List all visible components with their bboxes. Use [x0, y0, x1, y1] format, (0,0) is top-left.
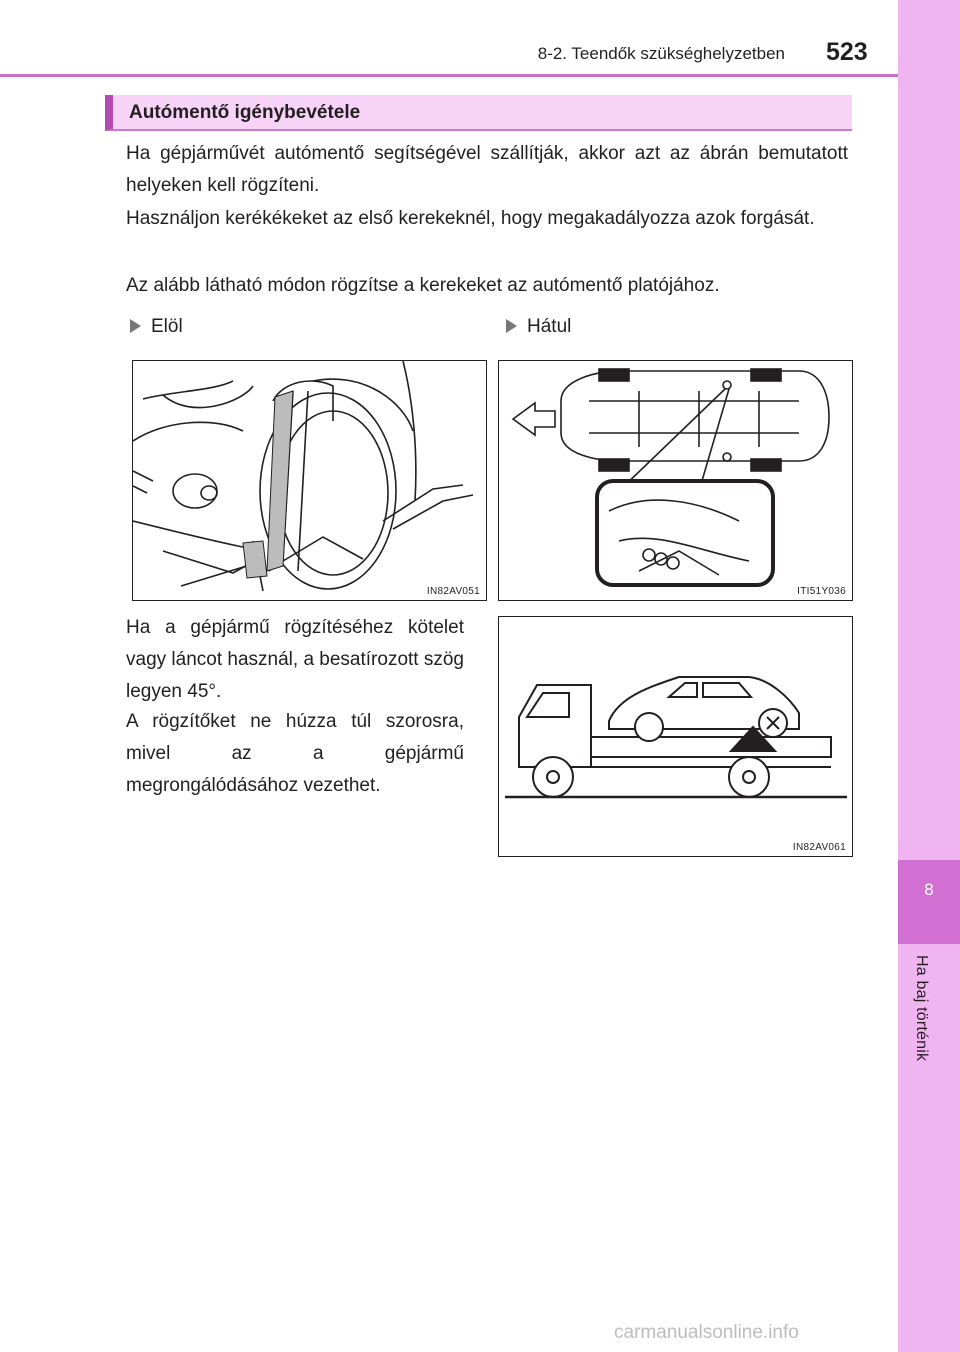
paragraph-wheel-chocks: Használjon kerékékeket az első kerekeknél, hogy megakadályozza azok forgását. [126, 208, 815, 229]
section-heading [105, 95, 852, 131]
note-overtighten: A rögzítőket ne húzza túl szorosra, mivel az a gépjármű megrongálódásához vezethet. [126, 711, 464, 796]
header-divider [0, 74, 898, 77]
front-wheel-figure [132, 360, 487, 601]
note-angle: Ha a gépjármű rögzítéséhez kötelet vagy láncot használ, a besatírozott szög legyen 45°. [126, 617, 464, 702]
figure-code-truck: IN82AV061 [792, 842, 846, 853]
triangle-bullet-icon [506, 319, 517, 333]
paragraph-tie-down: Az alább látható módon rögzítse a kerekeket az autómentő platójához. [126, 275, 720, 296]
chapter-side-tab [898, 0, 960, 1352]
paragraph-intro: Ha gépjárművét autómentő segítségével szállítják, akkor azt az ábrán bemutatott helyeken kell rögzíteni. [126, 143, 848, 196]
section-heading-text: Autómentő igénybevétele [129, 102, 361, 123]
chapter-number-box [898, 860, 960, 944]
label-rear: Hátul [506, 316, 571, 338]
underbody-illustration [499, 361, 854, 602]
tow-truck-illustration [499, 617, 854, 858]
section-title: 8-2. Teendők szükséghelyzetben [537, 44, 785, 63]
figure-code-front: IN82AV051 [426, 586, 480, 597]
label-front: Elöl [130, 316, 183, 338]
front-wheel-illustration [133, 361, 488, 602]
chapter-number: 8 [924, 880, 934, 899]
watermark: carmanualsonline.info [614, 1322, 799, 1343]
page-number: 523 [826, 38, 868, 66]
tow-truck-figure [498, 616, 853, 857]
rear-hook-figure [498, 360, 853, 601]
chapter-title: Ha baj történik [913, 955, 930, 1062]
triangle-bullet-icon [130, 319, 141, 333]
figure-code-rear: ITI51Y036 [797, 586, 846, 597]
